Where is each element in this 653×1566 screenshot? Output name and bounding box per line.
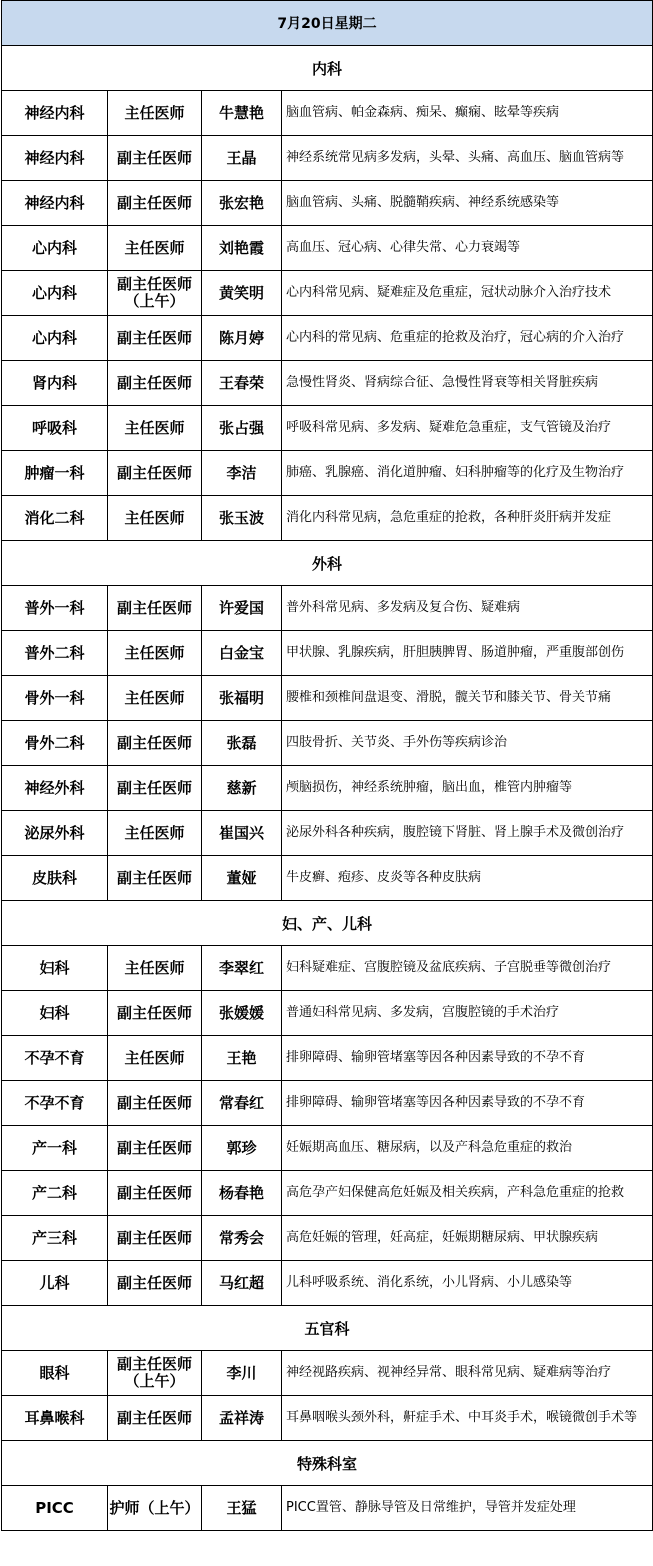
specialty-cell: [282, 181, 653, 226]
table-row: [2, 181, 653, 226]
specialty-text: 颅脑损伤，神经系统肿瘤，脑出血，椎管内肿瘤等: [286, 780, 573, 795]
table-row: [2, 856, 653, 901]
doctor-name-cell: 张媛媛: [202, 991, 282, 1036]
department-cell: 妇科: [2, 946, 108, 991]
doctor-title-cell: 副主任医师: [108, 316, 202, 361]
doctor-title-cell: 主任医师: [108, 91, 202, 136]
table-row: [2, 451, 653, 496]
doctor-title-cell: 副主任医师: [108, 181, 202, 226]
doctor-name-cell: 王艳: [202, 1036, 282, 1081]
doctor-title-cell: 副主任医师: [108, 136, 202, 181]
doctor-title-cell: 主任医师: [108, 946, 202, 991]
department-cell: 产三科: [2, 1216, 108, 1261]
section-title: 内科: [2, 46, 653, 91]
doctor-name-cell: 郭珍: [202, 1126, 282, 1171]
department-cell: 心内科: [2, 316, 108, 361]
doctor-name-cell: 张福明: [202, 676, 282, 721]
section-title: 外科: [2, 541, 653, 586]
table-row: [2, 136, 653, 181]
doctor-title-cell: 护师（上午）: [108, 1486, 202, 1531]
specialty-text: PICC置管、静脉导管及日常维护，导管并发症处理: [286, 1500, 576, 1515]
specialty-text: 高危孕产妇保健高危妊娠及相关疾病，产科急危重症的抢救: [286, 1185, 625, 1200]
doctor-name-cell: 张宏艳: [202, 181, 282, 226]
section-header-row: [2, 1306, 653, 1351]
department-cell: 心内科: [2, 226, 108, 271]
specialty-text: 普外科常见病、多发病及复合伤、疑难病: [286, 600, 521, 615]
doctor-title-cell: 主任医师: [108, 496, 202, 541]
specialty-cell: [282, 226, 653, 271]
specialty-cell: [282, 451, 653, 496]
doctor-name-cell: 许爱国: [202, 586, 282, 631]
specialty-cell: [282, 91, 653, 136]
specialty-cell: [282, 406, 653, 451]
department-cell: 肿瘤一科: [2, 451, 108, 496]
table-row: [2, 226, 653, 271]
section-title: 五官科: [2, 1306, 653, 1351]
specialty-text: 高血压、冠心病、心律失常、心力衰竭等: [286, 240, 521, 255]
specialty-text: 神经视路疾病、视神经异常、眼科常见病、疑难病等治疗: [286, 1365, 612, 1380]
doctor-title-cell: 副主任医师: [108, 586, 202, 631]
schedule-table: [1, 0, 653, 1531]
department-cell: PICC: [2, 1486, 108, 1531]
section-header-row: [2, 901, 653, 946]
specialty-cell: [282, 1396, 653, 1441]
specialty-text: 脑血管病、帕金森病、痴呆、癫痫、眩晕等疾病: [286, 105, 560, 120]
doctor-title-cell: 副主任医师: [108, 721, 202, 766]
specialty-cell: [282, 1486, 653, 1531]
section-title: 特殊科室: [2, 1441, 653, 1486]
doctor-title-cell: 副主任医师: [108, 991, 202, 1036]
doctor-name-cell: 张占强: [202, 406, 282, 451]
doctor-name-cell: 孟祥涛: [202, 1396, 282, 1441]
specialty-cell: [282, 1036, 653, 1081]
department-cell: 心内科: [2, 271, 108, 316]
department-cell: 骨外二科: [2, 721, 108, 766]
table-row: [2, 1126, 653, 1171]
table-row: [2, 1081, 653, 1126]
doctor-name-cell: 王猛: [202, 1486, 282, 1531]
specialty-text: 耳鼻咽喉头颈外科，鼾症手术、中耳炎手术，喉镜微创手术等: [286, 1410, 638, 1425]
specialty-cell: [282, 1261, 653, 1306]
section-header-row: [2, 1441, 653, 1486]
doctor-name-cell: 李翠红: [202, 946, 282, 991]
doctor-title-cell: 副主任医师: [108, 1396, 202, 1441]
specialty-text: 妊娠期高血压、糖尿病，以及产科急危重症的救治: [286, 1140, 573, 1155]
schedule-date-title: 7月20日星期二: [2, 1, 653, 46]
specialty-cell: [282, 721, 653, 766]
table-row: [2, 1261, 653, 1306]
table-row: [2, 631, 653, 676]
department-cell: 妇科: [2, 991, 108, 1036]
specialty-text: 心内科常见病、疑难症及危重症，冠状动脉介入治疗技术: [286, 285, 612, 300]
doctor-title-cell: 主任医师: [108, 226, 202, 271]
table-row: [2, 1396, 653, 1441]
specialty-cell: [282, 1171, 653, 1216]
department-cell: 普外一科: [2, 586, 108, 631]
doctor-name-cell: 李洁: [202, 451, 282, 496]
specialty-text: 消化内科常见病，急危重症的抢救，各种肝炎肝病并发症: [286, 510, 612, 525]
department-cell: 神经内科: [2, 181, 108, 226]
specialty-text: 心内科的常见病、危重症的抢救及治疗，冠心病的介入治疗: [286, 330, 625, 345]
doctor-title-cell: 副主任医师: [108, 1126, 202, 1171]
doctor-title-cell: 副主任医师: [108, 361, 202, 406]
specialty-cell: [282, 766, 653, 811]
doctor-name-cell: 杨春艳: [202, 1171, 282, 1216]
specialty-cell: [282, 991, 653, 1036]
doctor-title-cell: 副主任医师: [108, 1261, 202, 1306]
specialty-cell: [282, 136, 653, 181]
department-cell: 不孕不育: [2, 1036, 108, 1081]
doctor-title-cell: 副主任医师: [108, 1081, 202, 1126]
doctor-title-cell: 副主任医师: [108, 1171, 202, 1216]
specialty-cell: [282, 811, 653, 856]
table-row: [2, 946, 653, 991]
table-row: [2, 316, 653, 361]
specialty-text: 脑血管病、头痛、脱髓鞘疾病、神经系统感染等: [286, 195, 560, 210]
department-cell: 产二科: [2, 1171, 108, 1216]
department-cell: 神经内科: [2, 136, 108, 181]
specialty-text: 牛皮癣、疱疹、皮炎等各种皮肤病: [286, 870, 482, 885]
specialty-text: 排卵障碍、输卵管堵塞等因各种因素导致的不孕不育: [286, 1095, 586, 1110]
department-cell: 儿科: [2, 1261, 108, 1306]
section-header-row: [2, 541, 653, 586]
table-row: [2, 406, 653, 451]
doctor-title-cell: 副主任医师: [108, 451, 202, 496]
specialty-text: 急慢性肾炎、肾病综合征、急慢性肾衰等相关肾脏疾病: [286, 375, 599, 390]
table-row: [2, 586, 653, 631]
specialty-cell: [282, 1081, 653, 1126]
department-cell: 泌尿外科: [2, 811, 108, 856]
doctor-title-cell: 主任医师: [108, 406, 202, 451]
doctor-title-cell: 副主任医师: [108, 766, 202, 811]
table-row: [2, 676, 653, 721]
section-title: 妇、产、儿科: [2, 901, 653, 946]
specialty-text: 神经系统常见病多发病，头晕、头痛、高血压、脑血管病等: [286, 150, 625, 165]
doctor-name-cell: 黄笑明: [202, 271, 282, 316]
specialty-cell: [282, 586, 653, 631]
doctor-name-cell: 刘艳霞: [202, 226, 282, 271]
table-row: [2, 1216, 653, 1261]
specialty-text: 泌尿外科各种疾病，腹腔镜下肾脏、肾上腺手术及微创治疗: [286, 825, 625, 840]
department-cell: 肾内科: [2, 361, 108, 406]
specialty-text: 高危妊娠的管理，妊高症，妊娠期糖尿病、甲状腺疾病: [286, 1230, 599, 1245]
specialty-text: 呼吸科常见病、多发病、疑难危急重症，支气管镜及治疗: [286, 420, 612, 435]
section-header-row: [2, 46, 653, 91]
department-cell: 眼科: [2, 1351, 108, 1396]
schedule-body: [2, 1, 653, 1531]
specialty-cell: [282, 946, 653, 991]
doctor-name-cell: 李川: [202, 1351, 282, 1396]
specialty-cell: [282, 856, 653, 901]
specialty-text: 儿科呼吸系统、消化系统，小儿肾病、小儿感染等: [286, 1275, 573, 1290]
specialty-cell: [282, 676, 653, 721]
doctor-title-cell: 主任医师: [108, 811, 202, 856]
department-cell: 呼吸科: [2, 406, 108, 451]
doctor-name-cell: 王晶: [202, 136, 282, 181]
specialty-cell: [282, 631, 653, 676]
specialty-text: 腰椎和颈椎间盘退变、滑脱，髋关节和膝关节、骨关节痛: [286, 690, 612, 705]
doctor-name-cell: 董娅: [202, 856, 282, 901]
table-row: [2, 271, 653, 316]
doctor-name-cell: 慈新: [202, 766, 282, 811]
doctor-title-cell: 主任医师: [108, 1036, 202, 1081]
specialty-cell: [282, 316, 653, 361]
doctor-name-cell: 常秀会: [202, 1216, 282, 1261]
specialty-text: 普通妇科常见病、多发病，宫腹腔镜的手术治疗: [286, 1005, 560, 1020]
doctor-title-cell: 主任医师: [108, 631, 202, 676]
department-cell: 神经内科: [2, 91, 108, 136]
department-cell: 普外二科: [2, 631, 108, 676]
specialty-text: 妇科疑难症、宫腹腔镜及盆底疾病、子宫脱垂等微创治疗: [286, 960, 612, 975]
specialty-text: 肺癌、乳腺癌、消化道肿瘤、妇科肿瘤等的化疗及生物治疗: [286, 465, 625, 480]
doctor-title-cell: 副主任医师: [108, 856, 202, 901]
specialty-text: 四肢骨折、关节炎、手外伤等疾病诊治: [286, 735, 508, 750]
department-cell: 耳鼻喉科: [2, 1396, 108, 1441]
specialty-text: 排卵障碍、输卵管堵塞等因各种因素导致的不孕不育: [286, 1050, 586, 1065]
table-row: [2, 991, 653, 1036]
table-row: [2, 721, 653, 766]
table-row: [2, 1351, 653, 1396]
specialty-cell: [282, 271, 653, 316]
doctor-name-cell: 马红超: [202, 1261, 282, 1306]
table-row: [2, 1171, 653, 1216]
table-row: [2, 91, 653, 136]
doctor-name-cell: 牛慧艳: [202, 91, 282, 136]
table-row: [2, 496, 653, 541]
table-row: [2, 1036, 653, 1081]
table-row: [2, 766, 653, 811]
department-cell: 消化二科: [2, 496, 108, 541]
doctor-name-cell: 张磊: [202, 721, 282, 766]
doctor-name-cell: 张玉波: [202, 496, 282, 541]
specialty-cell: [282, 1351, 653, 1396]
doctor-name-cell: 白金宝: [202, 631, 282, 676]
doctor-name-cell: 陈月婷: [202, 316, 282, 361]
table-row: [2, 361, 653, 406]
doctor-title-cell: 副主任医师（上午）: [108, 271, 202, 316]
specialty-cell: [282, 496, 653, 541]
department-cell: 皮肤科: [2, 856, 108, 901]
specialty-text: 甲状腺、乳腺疾病，肝胆胰脾胃、肠道肿瘤，严重腹部创伤: [286, 645, 625, 660]
doctor-title-cell: 副主任医师（上午）: [108, 1351, 202, 1396]
doctor-title-cell: 主任医师: [108, 676, 202, 721]
department-cell: 产一科: [2, 1126, 108, 1171]
department-cell: 骨外一科: [2, 676, 108, 721]
department-cell: 不孕不育: [2, 1081, 108, 1126]
specialty-cell: [282, 1126, 653, 1171]
table-row: [2, 811, 653, 856]
specialty-cell: [282, 361, 653, 406]
table-row: [2, 1486, 653, 1531]
title-row: [2, 1, 653, 46]
department-cell: 神经外科: [2, 766, 108, 811]
doctor-name-cell: 常春红: [202, 1081, 282, 1126]
specialty-cell: [282, 1216, 653, 1261]
doctor-name-cell: 王春荣: [202, 361, 282, 406]
doctor-name-cell: 崔国兴: [202, 811, 282, 856]
doctor-title-cell: 副主任医师: [108, 1216, 202, 1261]
